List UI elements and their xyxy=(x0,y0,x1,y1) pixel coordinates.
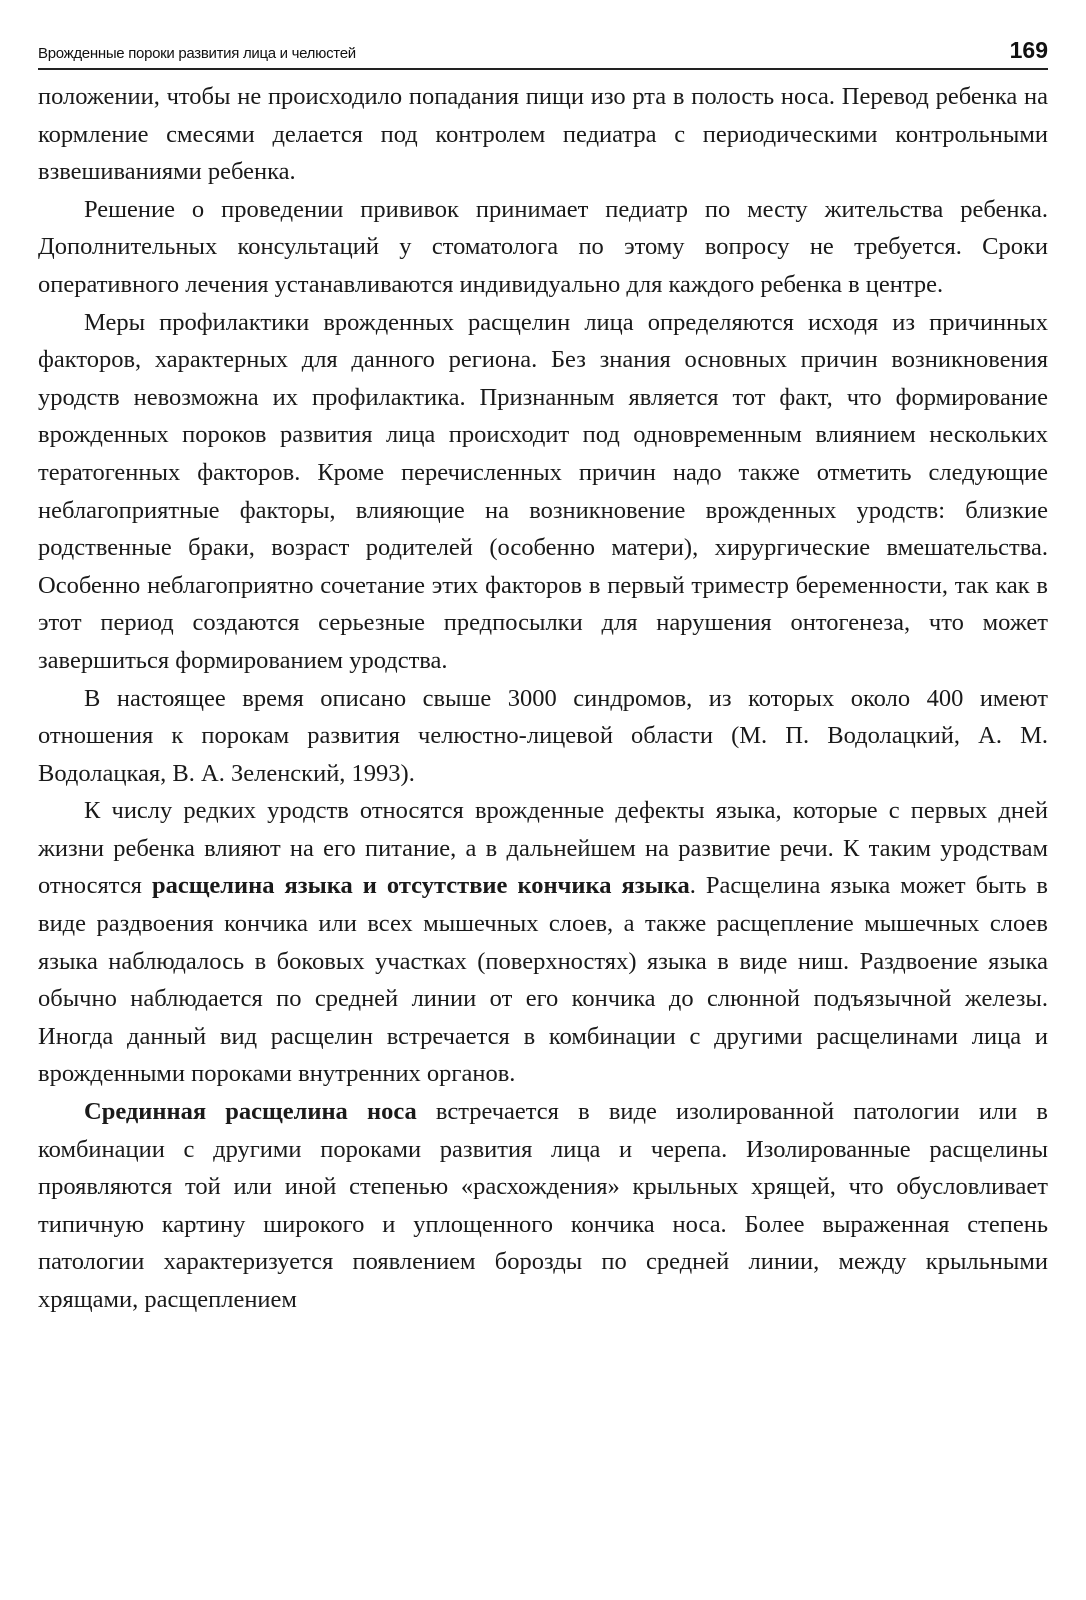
paragraph-4: В настоящее время описано свыше 3000 синдромов, из которых около 400 имеют отношения к порокам развития челюстно-лицевой области (М. П. Водолацкий, А. М. Водолацкая, В. А. Зеленский, 1993). xyxy=(38,684,1048,787)
book-page xyxy=(38,28,1048,1588)
paragraph-3: Меры профилактики врожденных расщелин лица определяются исходя из причинных факторов, характерных для данного региона. Без знания основных причин возникновения уродств невозможна их профилактика. Признанным является тот факт, что формирование врожденных пороков развития лица происходит под одновременным влиянием нескольких тератогенных факторов. Кроме перечисленных причин надо также отметить следующие неблагоприятные факторы, влияющие на возникновение врожденных уродств: близкие родственные браки, возраст родителей (особенно матери), хирургические вмешательства. Особенно неблагоприятно сочетание этих факторов в первый триместр беременности, так как в этот период создаются серьезные предпосылки для нарушения онтогенеза, что может завершиться формированием уродства. xyxy=(38,308,1048,674)
paragraph-1: положении, чтобы не происходило попадания пищи изо рта в полость носа. Перевод ребенка на кормление смесями делается под контролем педиатра с периодическими контрольными взвешиваниями ребенка. xyxy=(38,83,1048,186)
paragraph-5-text-a: К числу редких уродств относятся врожденные дефекты языка, которые с первых дней жизни ребенка влияют на его питание, а в дальнейшем на развитие речи. К таким уродствам относятся xyxy=(38,797,1048,900)
paragraph-2: Решение о проведении прививок принимает педиатр по месту жительства ребенка. Дополнительных консультаций у стоматолога по этому вопросу не требуется. Сроки оперативного лечения устанавливаются индивидуально для каждого ребенка в центре. xyxy=(38,195,1048,298)
paragraph-5-text-b: . Расщелина языка может быть в виде раздвоения кончика или всех мышечных слоев, а также расщепление мышечных слоев языка наблюдалось в боковых участках (поверхностях) языка в виде ниш. Раздвоение языка обычно наблюдается по средней линии от его кончика до слюнной подъязычной железы. Иногда данный вид расщелин встречается в комбинации с другими расщелинами лица и врожденными пороками внутренних органов. xyxy=(38,872,1048,1088)
running-title: Врожденные пороки развития лица и челюстей xyxy=(38,45,356,62)
paragraph-5-bold-term: расщелина языка и отсутствие кончика языка xyxy=(151,872,690,900)
paragraph-6-bold-term: Срединная расщелина носа xyxy=(84,1098,417,1126)
page-number: 169 xyxy=(1009,37,1048,63)
paragraph-5 xyxy=(38,792,1048,1093)
page-body xyxy=(38,78,1048,1319)
paragraph-6-text: встречается в виде изолированной патологии или в комбинации с другими пороками развития лица и черепа. Изолированные расщелины проявляются той или иной степенью «расхождения» крыльных хрящей, что обусловливает типичную картину широкого и уплощенного кончика носа. Более выраженная степень патологии характеризуется появлением борозды по средней линии, между крыльными хрящами, расщеплением xyxy=(38,1098,1048,1313)
paragraph-6 xyxy=(38,1093,1048,1319)
page-header xyxy=(38,28,1048,70)
